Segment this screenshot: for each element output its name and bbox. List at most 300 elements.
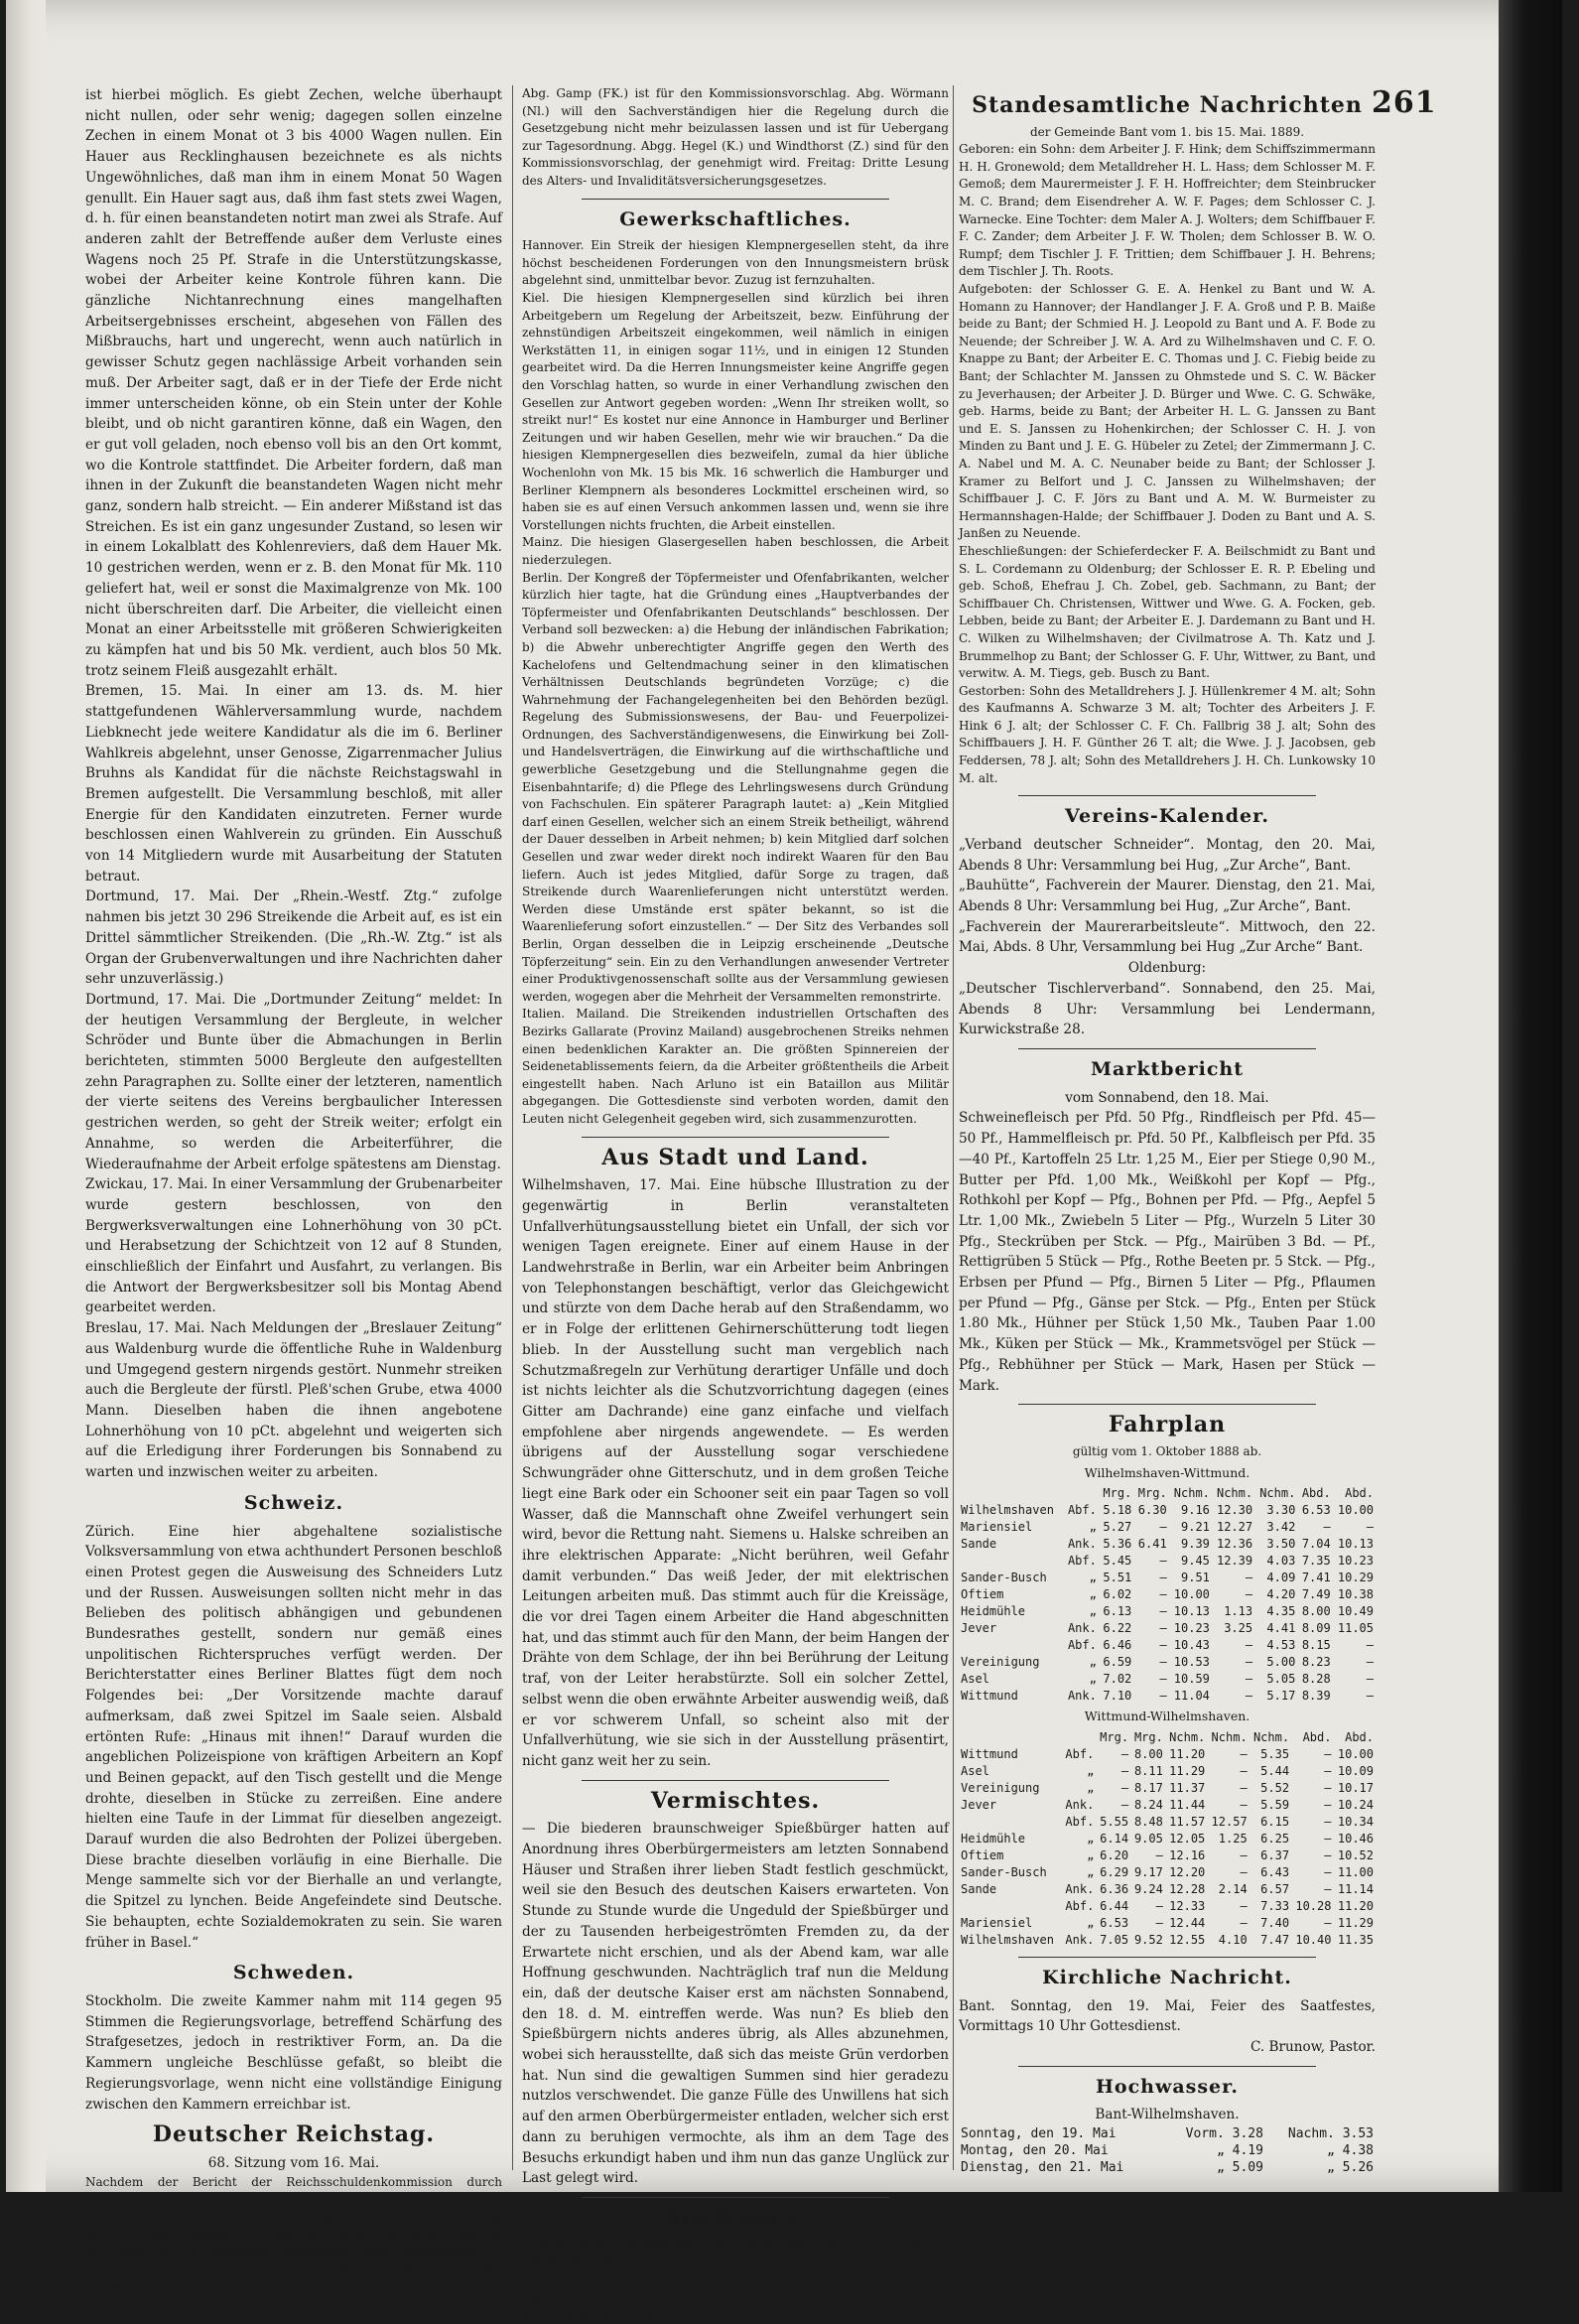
table-cell: „ 5.26 — [1327, 2160, 1374, 2176]
table-cell: Abd. — [1302, 1729, 1332, 1744]
table-cell: Dienstag, den 21. Mai — [961, 2160, 1124, 2176]
table-cell: „ — [1087, 1864, 1095, 1879]
table-cell: „ — [1089, 1604, 1097, 1619]
table-row — [959, 1915, 1376, 1932]
table-cell: 1.25 — [1218, 1831, 1248, 1846]
column-3 — [959, 85, 1376, 2176]
table-cell: 5.18 — [1103, 1503, 1132, 1518]
table-cell: 5.05 — [1266, 1672, 1296, 1687]
oldenburg-label: Oldenburg: — [1127, 960, 1207, 977]
divider — [1018, 1404, 1316, 1405]
table-cell: 9.17 — [1133, 1864, 1163, 1879]
table-cell: Abd. — [1345, 1729, 1374, 1744]
table-cell: Mrg. — [1100, 1729, 1129, 1744]
section-heading-standesamt: Standesamtliche Nachrichten — [972, 92, 1363, 118]
table-cell: 11.57 — [1169, 1814, 1206, 1829]
table-cell: 7.05 — [1100, 1932, 1129, 1947]
table-cell: 6.30 — [1137, 1503, 1167, 1518]
table-cell: 9.16 — [1181, 1503, 1210, 1518]
reichstag-session: 68. Sitzung vom 16. Mai. — [207, 2154, 380, 2171]
table-cell: — — [1366, 1655, 1374, 1670]
table-cell: Ank. — [1065, 1932, 1095, 1947]
table-cell: Vereinigung — [961, 1655, 1040, 1670]
table-cell: 11.37 — [1169, 1780, 1206, 1795]
table-cell: — — [1120, 1763, 1129, 1778]
table-cell: Ank. — [1065, 1881, 1095, 1896]
table-cell: 12.44 — [1169, 1915, 1206, 1930]
vereins-entry: „Bauhütte“, Fachverein der Maurer. Dienstag, den 21. Mai, Abends 8 Uhr: Versammlung bei Hug, „Zur Arche“, Bant. — [959, 878, 1376, 915]
table-cell: 6.44 — [1100, 1898, 1129, 1913]
table-cell: 12.33 — [1169, 1898, 1206, 1913]
table-row — [959, 1763, 1376, 1780]
table-cell: 10.23 — [1173, 1621, 1210, 1636]
table-cell: 7.33 — [1260, 1898, 1290, 1913]
table-cell: 5.45 — [1103, 1554, 1132, 1569]
table-cell: 6.02 — [1103, 1587, 1132, 1602]
table-cell: 11.44 — [1169, 1797, 1206, 1812]
table-cell: Nchm. — [1173, 1486, 1210, 1501]
table-cell: 5.00 — [1266, 1655, 1296, 1670]
oldenburg-entry: „Deutscher Tischlerverband“. Sonnabend, den 25. Mai, Abends 8 Uhr: Versammlung bei Lendermann, Kurwickstraße 28. — [959, 980, 1376, 1038]
vereins-entry: „Fachverein der Maurerarbeitsleute“. Mittwoch, den 22. Mai, Abds. 8 Uhr, Versammlung bei Hug „Zur Arche“ Bant. — [959, 918, 1376, 956]
reichstag-report: Nachdem der Bericht der Reichsschuldenkommission durch Ertheilung der Decharge erledigt ist, folgt die Berathung von Petitionen. Die Petition einer Hamburger Firma um Beschränkung der Kaffeeterminhandels in Hamburg wird als Petitionskommission der Regierung zur Erwägung überwiesen. Abg. Goldschmidt (F.) beantragt Uebergang zur Tagesordnung, da man den Kaffeeterminhandel in Deutschland nicht verbieten könne, so lange er im Ausland fortbestehe. — [85, 2174, 502, 2311]
table-cell: — — [1366, 1672, 1374, 1687]
divider — [582, 1137, 889, 1138]
table-cell: — — [1245, 1571, 1253, 1585]
table-cell: 7.35 — [1301, 1554, 1331, 1569]
table-cell: Sander-Busch — [961, 1864, 1047, 1879]
table-cell: 9.39 — [1181, 1537, 1210, 1552]
table-cell: „ — [1087, 1831, 1095, 1846]
table-cell: Wilhelmshaven — [961, 1932, 1054, 1947]
table-cell: — — [1324, 1763, 1332, 1778]
section-heading-kirchliche-nachricht: Kirchliche Nachricht. — [1042, 1966, 1292, 1988]
table-cell: 6.53 — [1100, 1915, 1129, 1930]
table-cell: „ 5.09 — [1216, 2160, 1263, 2176]
table-cell: 10.52 — [1337, 1847, 1374, 1862]
divider — [1018, 795, 1316, 796]
table-cell: 12.28 — [1169, 1881, 1206, 1896]
table-cell: Montag, den 20. Mai — [961, 2143, 1109, 2159]
table-cell: — — [1324, 1780, 1332, 1795]
column-2 — [522, 85, 949, 2324]
table-cell: 12.39 — [1216, 1554, 1253, 1569]
table-row — [959, 1553, 1376, 1570]
page-spine-shadow — [6, 0, 46, 2192]
table-cell: 7.04 — [1301, 1537, 1331, 1552]
timetable-route-title: Wilhelmshaven-Wittmund. — [1084, 1464, 1250, 1480]
table-row — [959, 1620, 1376, 1637]
table-row — [959, 1637, 1376, 1654]
marktbericht-prices: Schweinefleisch per Pfd. 50 Pfg., Rindfleisch per Pfd. 45—50 Pf., Hammelfleisch pr. Pfd. 50 Pf., Kalbfleisch per Pfd. 35—40 Pf., Kartoffeln 25 Ltr. 1,25 M., Eier per Stiege 0,90 M., Butter per Pfd. 1,00 Mk., Weißkohl per Kopf — Pfg., Rothkohl per Kopf — Pfg., Bohnen per Pfd. — Pfg., Aepfel 5 Ltr. 1,00 Mk., Zwiebeln 5 Liter — Pfg., Wurzeln 5 Liter 30 Pfg., Steckrüben per Stck. — Pfg., Mairüben 3 Bd. — Pf., Rettigrüben 5 Stück — Pfg., Rothe Beeten pr. 5 Stck. — Pfg., Erbsen per Pfund — Pfg., Birnen 5 Liter — Pfg., Pflaumen per Pfund — Pfg., Gänse per Stck. — Pfg., Enten per Stück 1.80 Mk., Hühner per Stück 1,50 Mk., Tauben Paar 1.00 Mk., Küken per Stück — Mk., Krammetsvögel per Stück — Pfg., Rebhühner per Stück — Mark, Hasen per Stück — Mark. — [959, 1110, 1376, 1394]
table-cell: — — [1155, 1847, 1163, 1862]
table-cell: 6.22 — [1103, 1621, 1132, 1636]
table-cell: 10.23 — [1337, 1554, 1374, 1569]
table-row — [959, 1780, 1376, 1797]
table-cell: — — [1159, 1655, 1167, 1670]
table-cell: 3.42 — [1266, 1520, 1296, 1535]
table-row — [959, 1831, 1376, 1847]
kirchliche-nachricht-text: Bant. Sonntag, den 19. Mai, Feier des Saatfestes, Vormittags 10 Uhr Gottesdienst. — [959, 1997, 1376, 2035]
table-cell: Heidmühle — [961, 1831, 1026, 1846]
table-cell: — — [1323, 1520, 1331, 1535]
table-cell: „ 4.19 — [1216, 2143, 1263, 2159]
table-cell: 5.55 — [1100, 1814, 1129, 1829]
table-cell: 10.13 — [1337, 1537, 1374, 1552]
table-cell: — — [1245, 1638, 1253, 1653]
table-row — [959, 1746, 1376, 1763]
table-row — [959, 1881, 1376, 1898]
column-1 — [85, 85, 502, 2313]
table-cell: — — [1159, 1672, 1167, 1687]
table-cell: Ank. — [1067, 1689, 1097, 1704]
table-cell: — — [1245, 1672, 1253, 1687]
timetable-wilhelmshaven-wittmund — [959, 1485, 1376, 1705]
table-cell: 12.30 — [1216, 1503, 1253, 1518]
table-cell: 10.46 — [1337, 1831, 1374, 1846]
table-row — [959, 1536, 1376, 1553]
table-cell: 6.57 — [1260, 1881, 1290, 1896]
table-cell: 1.13 — [1224, 1604, 1253, 1619]
table-cell: 6.41 — [1137, 1537, 1167, 1552]
table-cell: Abf. — [1067, 1503, 1097, 1518]
table-cell: 9.21 — [1181, 1520, 1210, 1535]
table-cell: — — [1324, 1797, 1332, 1812]
table-cell: 10.43 — [1173, 1638, 1210, 1653]
marktbericht-date: vom Sonnabend, den 18. Mai. — [1065, 1089, 1269, 1106]
table-cell: Nchm. — [1216, 1486, 1253, 1501]
table-cell: — — [1159, 1587, 1167, 1602]
table-cell: — — [1159, 1621, 1167, 1636]
wilhelmshaven-report: Wilhelmshaven, 17. Mai. Eine hübsche Illustration zu der gegenwärtig in Berlin veranstalteten Unfallverhütungsausstellung bietet ein Unfall, der sich vor wenigen Tagen ereignete. Einer auf einem Hause in der Landwehrstraße in Berlin, war ein Arbeiter beim Anbringen von Telephonstangen beschäftigt, verlor das Gleichgewicht und stürzte von dem Dache herab auf den Straßendamm, wo er in Folge der erlittenen Gehirnerschütterung todt liegen blieb. In der Ausstellung sucht man vergeblich nach Schutzmaßregeln zur Verhütung derartiger Unfälle und doch ist nichts leichter als die Schutzvorrichtung dagegen (eines Gitter am Dachrande) eine ganz einfache und vielfach empfohlene aber nirgends angewendete. — Es werden übrigens auf der Ausstellung sogar verschiedene Schwungräder ohne Gitterschutz, und in dem großen Teiche liegt eine Bark oder ein Schooner seit ein paar Tagen so voll Wasser, daß die Mannschaft ohne Zweifel verhungert sein wird, bevor die Rettung naht. Siemens u. Halske schreiben an ihre elektrischen Apparate: „Nicht berühren, weil Gefahr damit verbunden.“ Das weiß Jeder, der mit elektrischen Leitungen arbeiten muß. Das stimmt auch für die Kreissäge, die vor drei Tagen einem Arbeiter die Hand abgeschnitten hat, und das stimmt auch für den Mann, der beim Hangen der Drähte von dem Schlage, der ihn bei Berührung der Leitung traf, von der Leiter herabstürzte. Soll ein solcher Zettel, selbst wenn die oben erwähnte Arbeiter auswendig weiß, daß er vor schwerem Unfall, so scheint also mit der Unfallverhütung, wie sie sich in der Ausstellung präsentirt, nicht ganz weit her zu sein. — [522, 1177, 949, 1769]
section-heading-schweiz: Schweiz. — [243, 1491, 344, 1514]
berlin-report: Berlin. Der Kongreß der Töpfermeister und Ofenfabrikanten, welcher kürzlich hier tagte, hat die Gründung eines „Hauptverbandes der Töpfermeister und Ofenfabrikanten Deutschlands“ beschlossen. Der Verband soll bezwecken: a) die Hebung der inländischen Fabrikation; b) die Abwehr unberechtigter Angriffe gegen den Werth des Kachelofens und Geltendmachung seiner in den klimatischen Verhältnissen Deutschlands begründeten Vorzüge; c) die Wahrnehmung der Fachangelegenheiten bei den Behörden bezügl. Regelung des Submissionswesens, der Bau- und Feuerpolizei-Ordnungen, des Sachverständigenwesens, die Einwirkung bei Zoll- und Handelsverträgen, die Einwirkung auf die wirthschaftliche und gewerbliche Gesetzgebung und die Stellungnahme gegen die Eisenbahntarife; d) die Pflege des Lehrlingswesens durch Gründung von Fachschulen. Ein späterer Paragraph lautet: a) „Kein Mitglied darf einen Gesellen, welcher sich an einem Streik betheiligt, während der Dauer desselben in Arbeit nehmen; b) kein Mitglied darf solchen Gesellen und zwar weder direkt noch indirekt Waaren für den Bau liefern. Auch ist jedes Mitglied, dafür Sorge zu tragen, daß Streikende durch Waarenlieferungen nicht unterstützt werden. Werden diese Umstände erst später bekannt, so ist die Waarenlieferung sofort einzustellen.“ — Der Sitz des Verbandes soll Berlin, Organ desselben die in Leipzig erscheinende „Deutsche Töpferzeitung“ sein. Ein zu den Verhandlungen anwesender Vertreter einer Produktivgenossenschaft sollte aus der Versammlung gewiesen werden, wogegen aber die Mehrheit der Versammelten remonstrirte. — [522, 570, 949, 1004]
table-cell: 10.49 — [1337, 1604, 1374, 1619]
table-row — [959, 1671, 1376, 1688]
table-cell: 12.36 — [1216, 1537, 1253, 1552]
table-cell: — — [1366, 1689, 1374, 1704]
table-cell: 10.00 — [1337, 1503, 1374, 1518]
table-cell: „ — [1089, 1587, 1097, 1602]
table-cell: 8.28 — [1301, 1672, 1331, 1687]
divider — [582, 1780, 889, 1781]
table-cell: — — [1240, 1780, 1248, 1795]
table-cell: Mrg. — [1103, 1486, 1132, 1501]
table-cell: — — [1324, 1915, 1332, 1930]
table-cell: Nchm. — [1169, 1729, 1206, 1744]
table-cell: 2.14 — [1218, 1881, 1248, 1896]
table-cell: „ — [1089, 1520, 1097, 1535]
table-cell: Abd. — [1301, 1486, 1331, 1501]
table-cell: — — [1159, 1604, 1167, 1619]
book-binding — [1499, 0, 1562, 2192]
table-row — [959, 1932, 1376, 1949]
table-cell — [959, 1485, 1063, 1502]
table-cell: 6.43 — [1260, 1864, 1290, 1879]
section-heading-reichstag: Deutscher Reichstag. — [152, 2121, 436, 2148]
table-cell: Nchm. — [1252, 1729, 1290, 1744]
table-cell: Heidmühle — [961, 1604, 1026, 1619]
table-cell: 6.20 — [1100, 1847, 1129, 1862]
table-cell: Abf. — [1065, 1814, 1095, 1829]
bremen-report: Bremen, 15. Mai. In einer am 13. ds. M. hier stattgefundenen Wählerversammlung wurde, nachdem Liebknecht jede weitere Kandidatur als die im 6. Berliner Wahlkreis abgelehnt, unser Genosse, Zigarrenmacher Julius Bruhns als Kandidat für die nächste Reichstagswahl in Bremen aufgestellt. Die Versammlung beschloß, mit aller Energie für den Kandidaten einzutreten. Ferner wurde beschlossen einen Wahlverein zu gründen. Ein Ausschuß von 14 Mitgliedern wurde mit Ausarbeitung der Statuten betraut. — [85, 683, 502, 885]
section-heading-gewerkschaftliches: Gewerkschaftliches. — [619, 207, 852, 230]
table-row — [959, 1603, 1376, 1620]
table-cell: — — [1245, 1689, 1253, 1704]
table-cell: Jever — [961, 1797, 997, 1812]
section-heading-fahrplan: Fahrplan — [1108, 1412, 1227, 1438]
table-cell: Vorm. 3.28 — [1185, 2126, 1263, 2142]
table-cell: 8.48 — [1133, 1814, 1163, 1829]
table-cell: — — [1159, 1638, 1167, 1653]
italien-report: Italien. Mailand. Die Streikenden industriellen Ortschaften des Bezirks Gallarate (Provinz Mailand) ausgebrochenen Streiks nehmen einen bedenklichen Karakter an. Die größten Spinnereien der Seidenetablissements feiern, da die Arbeiter größtentheils die Arbeit eingestellt haben. Nach Arluno ist ein Bataillon aus Militär abgegangen. Die Gottesdienste sind verboten worden, damit den Leuten nicht Gelegenheit gegeben wird, sich zusammenzurotten. — [522, 1007, 949, 1126]
breslau-report: Breslau, 17. Mai. Nach Meldungen der „Breslauer Zeitung“ aus Waldenburg wurde die öffentliche Ruhe in Waldenburg und Umgegend gestern nirgends gestört. Nunmehr streiken auch die Bergleute der fürstl. Pleß'schen Grube, etwa 4000 Mann. Dieselben haben die ihnen angebotene Lohnerhöhung von 10 pCt. abgelehnt und weigerten sich auf die Erledigung ihrer Forderungen bis Sonnabend zu warten und inzwischen weiter zu arbeiten. — [85, 1320, 502, 1481]
table-cell: Abf. — [1067, 1554, 1097, 1569]
table-cell: — — [1324, 1864, 1332, 1879]
table-cell: 10.24 — [1337, 1797, 1374, 1812]
timetable-wittmund-wilhelmshaven — [959, 1729, 1376, 1949]
table-cell: 12.05 — [1169, 1831, 1206, 1846]
table-cell: 4.35 — [1266, 1604, 1296, 1619]
table-cell: Ank. — [1067, 1621, 1097, 1636]
table-cell: 10.34 — [1337, 1814, 1374, 1829]
table-cell: Wilhelmshaven — [961, 1503, 1054, 1518]
table-row — [959, 1519, 1376, 1536]
table-cell — [959, 1814, 1062, 1831]
table-cell: Abf. — [1065, 1746, 1095, 1761]
table-cell: 10.53 — [1173, 1655, 1210, 1670]
table-cell: 12.20 — [1169, 1864, 1206, 1879]
table-header-row — [959, 1485, 1376, 1502]
table-cell: „ — [1087, 1780, 1095, 1795]
table-cell: Vereinigung — [961, 1780, 1040, 1795]
table-cell: 6.37 — [1260, 1847, 1290, 1862]
mainz-report: Mainz. Die hiesigen Glasergesellen haben beschlossen, die Arbeit niederzulegen. — [522, 535, 949, 567]
table-cell: 8.00 — [1133, 1746, 1163, 1761]
table-cell: 9.24 — [1133, 1881, 1163, 1896]
section-heading-marktbericht: Marktbericht — [1090, 1058, 1245, 1080]
table-cell: 10.29 — [1337, 1571, 1374, 1585]
section-heading-vermischtes: Vermischtes. — [650, 1787, 821, 1814]
table-cell — [959, 1637, 1063, 1654]
standesamt-period: der Gemeinde Bant vom 1. bis 15. Mai. 1889. — [1029, 124, 1305, 139]
table-cell: — — [1240, 1797, 1248, 1812]
table-cell: 6.15 — [1260, 1814, 1290, 1829]
table-cell: 11.20 — [1337, 1898, 1374, 1913]
table-cell: „ — [1087, 1915, 1095, 1930]
table-cell: — — [1120, 1746, 1129, 1761]
table-cell: 11.14 — [1337, 1881, 1374, 1896]
table-cell: 5.27 — [1103, 1520, 1132, 1535]
table-cell: 8.09 — [1301, 1621, 1331, 1636]
table-cell: 3.30 — [1266, 1503, 1296, 1518]
table-cell: 11.04 — [1173, 1689, 1210, 1704]
column-rule — [953, 85, 954, 2170]
gestorben-list: Gestorben: Sohn des Metalldrehers J. J. Hüllenkremer 4 M. alt; Sohn des Kaufmanns A. Schwarze 3 M. alt; Tochter des Arbeiters J. F. Hink 6 J. alt; der Schlosser C. F. Ch. Fallbrig 38 J. alt; Sohn des Schiffbauers J. H. F. Günther 26 T. alt; die Wwe. J. J. Jacobsen, geb Feddersen, 78 J. alt; Sohn des Metalldrehers J. H. Ch. Lunkowsky 10 M. alt. — [959, 683, 1376, 785]
table-row — [959, 1864, 1376, 1881]
table-cell: Sande — [961, 1537, 997, 1552]
table-cell: 10.09 — [1337, 1763, 1374, 1778]
table-cell: 6.14 — [1100, 1831, 1129, 1846]
table-cell: 4.20 — [1266, 1587, 1296, 1602]
table-row — [959, 2125, 1376, 2142]
dortmund-report-1: Dortmund, 17. Mai. Der „Rhein.-Westf. Ztg.“ zufolge nahmen bis jetzt 30 296 Streikende die Arbeit auf, es ist ein Drittel sämmtlicher Streikenden. (Die „Rh.-W. Ztg.“ ist als Organ der Grubenverwaltungen und ihre Nachrichten daher sehr unzuverlässig.) — [85, 889, 502, 988]
table-cell: 8.39 — [1301, 1689, 1331, 1704]
table-cell: — — [1120, 1797, 1129, 1812]
table-row — [959, 1847, 1376, 1864]
divider — [582, 2197, 889, 2198]
table-cell: — — [1245, 1655, 1253, 1670]
table-cell: — — [1324, 1881, 1332, 1896]
table-cell: 7.41 — [1301, 1571, 1331, 1585]
divider — [1018, 1048, 1316, 1049]
divider — [1018, 1957, 1316, 1958]
table-cell: „ 4.38 — [1327, 2143, 1374, 2159]
table-cell: — — [1159, 1571, 1167, 1585]
table-cell: 3.50 — [1266, 1537, 1296, 1552]
table-cell: — — [1120, 1780, 1129, 1795]
divider — [1018, 2066, 1316, 2067]
table-cell: 10.40 — [1295, 1932, 1332, 1947]
table-cell: — — [1240, 1763, 1248, 1778]
table-cell: 5.59 — [1260, 1797, 1290, 1812]
table-cell — [959, 1898, 1062, 1915]
table-cell: Abd. — [1345, 1486, 1374, 1501]
table-cell: — — [1240, 1915, 1248, 1930]
table-cell: Sander-Busch — [961, 1571, 1047, 1585]
table-row — [959, 1814, 1376, 1831]
table-cell: 4.09 — [1266, 1571, 1296, 1585]
table-cell: 7.40 — [1260, 1915, 1290, 1930]
table-row — [959, 1654, 1376, 1671]
table-cell: 11.35 — [1337, 1932, 1374, 1947]
eheschliessungen-list: Eheschließungen: der Schieferdecker F. A. Beilschmidt zu Bant und S. L. Cordemann zu Oldenburg; der Schlosser E. R. P. Ebeling und geb. Schoß, Ehefrau J. Ch. Zobel, geb. Sachmann, zu Bant; der Schiffbauer Ch. Christensen, Wittwer und Wwe. G. A. Focken, geb. Lebben, beide zu Bant; der Arbeiter E. J. Dardemann zu Bant und H. C. Wilken zu Wilhelmshaven; der Civilmatrose A. Th. Katz und J. Brummelhop zu Bant; der Schlosser G. F. Uhr, Wittwer, zu Bant, und verwitw. A. M. Tiegs, geb. Busch zu Bant. — [959, 543, 1376, 681]
hochwasser-table — [959, 2125, 1376, 2176]
table-cell: 11.20 — [1169, 1746, 1206, 1761]
table-cell: Wittmund — [961, 1746, 1018, 1761]
table-cell: „ — [1089, 1571, 1097, 1585]
briefkasten-text: F. Bant. In dem Punkte haben Sie Recht, daß man an Herumwerfen mit Kraftworten jemandem den Schwächling erkennt. Im Uebrigen sind Sie aber im Unrecht. Wir hatten vorausgesetzt, daß Verstand bei Ihnen so wäre, daß man Sie nicht in die mißliche Lage kommen, den Verstand zu verlieren. — [522, 2237, 949, 2322]
table-cell: 6.25 — [1260, 1831, 1290, 1846]
table-cell: Oftiem — [961, 1587, 1004, 1602]
table-cell: 6.29 — [1100, 1864, 1129, 1879]
table-cell: Mrg. — [1137, 1486, 1167, 1501]
table-cell: — — [1366, 1520, 1374, 1535]
table-row — [959, 2142, 1376, 2159]
vereins-entry: „Verband deutscher Schneider“. Montag, den 20. Mai, Abends 8 Uhr: Versammlung bei Hug, „Zur Arche“, Bant. — [959, 836, 1376, 874]
table-cell: — — [1324, 1814, 1332, 1829]
table-row — [959, 1502, 1376, 1519]
table-cell: 8.11 — [1133, 1763, 1163, 1778]
table-cell: 4.53 — [1266, 1638, 1296, 1653]
table-cell: 10.28 — [1295, 1898, 1332, 1913]
table-cell: Mariensiel — [961, 1520, 1033, 1535]
aufgeboten-list: Aufgeboten: der Schlosser G. E. A. Henkel zu Bant und W. A. Homann zu Hannover; der Handlanger J. F. A. Groß und P. B. Maiße beide zu Bant; der Schmied H. J. Leopold zu Bant und A. F. Bode zu Neuende; der Schreiber J. W. A. Ard zu Wilhelmshaven und C. F. O. Knappe zu Bant; der Arbeiter E. C. Thomas und J. C. Fiebig beide zu Bant; der Schlachter M. Janssen zu Ohmstede und S. C. W. Bäcker zu Jeverhausen; der Arbeiter J. D. Bürger und Wwe. C. G. Schwäke, geb. Harms, beide zu Bant; der Arbeiter H. L. G. Janssen zu Bant und E. S. Janssen zu Hohenkirchen; der Schlosser C. H. J. von Minden zu Bant und J. E. G. Hübeler zu Zetel; der Zimmermann J. C. A. Nabel und M. A. C. Neunaber beide zu Bant; der Schlosser J. Kramer zu Belfort und J. C. Janssen zu Wilhelmshaven; der Schiffbauer J. C. F. Jörs zu Bant und A. M. W. Burmeister zu Hermannshagen-Halde; der Schiffbauer J. Doden zu Bant und A. S. Janßen zu Neuende. — [959, 282, 1376, 541]
table-cell — [1063, 1485, 1098, 1502]
table-cell: — — [1366, 1638, 1374, 1653]
table-cell: 7.49 — [1301, 1587, 1331, 1602]
kiel-report: Kiel. Die hiesigen Klempnergesellen sind kürzlich bei ihren Arbeitgebern um Regelung der Arbeitszeit, bezw. Einführung der zehnstündigen Arbeitszeit eingekommen, weil nämlich in einigen Werkstätten 11, in einigen sogar 11½, und in einigen 12 Stunden gearbeitet wird. Da die Herren Innungsmeister keine Angriffe gegen den Vorschlag hatten, so wurde in einer Verhandlung zwischen den Gesellen zur Antwort gegeben worden: „Wenn Ihr streiken wollt, so streikt nur!“ Es kostet nur eine Annonce in Hamburger und Berliner Zeitungen und wir haben Gesellen, mehr wie wir brauchen.“ Da die hiesigen Klempnergesellen dies bezweifeln, zumal da hier übliche Wochenlohn von Mk. 15 bis Mk. 16 schwerlich die Hamburger und Berliner Klempnern als besonderes Lockmittel erscheinen wird, so haben sie es auf einen Versuch ankommen lassen und, wenn sie ihre Vorstellungen nichts fruchten, die Arbeit einstellen. — [522, 291, 949, 532]
table-row — [959, 1586, 1376, 1603]
hannover-report: Hannover. Ein Streik der hiesigen Klempnergesellen steht, da ihre höchst bescheidenen Forderungen von den Innungsmeistern brüsk abgelehnt sind, unmittelbar bevor. Zuzug ist fernzuhalten. — [522, 238, 949, 288]
table-cell: Ank. — [1065, 1797, 1095, 1812]
table-cell: 12.57 — [1211, 1814, 1248, 1829]
table-cell: 8.24 — [1133, 1797, 1163, 1812]
table-cell: Asel — [961, 1763, 989, 1778]
table-cell: — — [1245, 1587, 1253, 1602]
timetable-route-title: Wittmund-Wilhelmshaven. — [1084, 1709, 1250, 1724]
table-cell: 8.15 — [1301, 1638, 1331, 1653]
table-cell: — — [1159, 1554, 1167, 1569]
table-cell: 10.00 — [1337, 1746, 1374, 1761]
section-heading-schweden: Schweden. — [232, 1962, 355, 1984]
dortmund-report-2: Dortmund, 17. Mai. Die „Dortmunder Zeitung“ meldet: In der heutigen Versammlung der Bergleute, in welcher Schröder und Bunte über die Abmachungen in Berlin berichteten, stimmten 5000 Bergleute den aufgestellten zehn Paragraphen zu. Sollte einer der letzteren, namentlich der vierte seitens des Vereins bergbaulicher Interessen gestrichen werden, so geht der Streik weiter; erfolgt ein Annahme, so werden die Arbeiterführer, die Wiederaufnahme der Arbeit erfolge spätestens am Dienstag. — [85, 991, 502, 1172]
fahrplan-validity: gültig vom 1. Oktober 1888 ab. — [1072, 1443, 1262, 1458]
table-cell: 9.05 — [1133, 1831, 1163, 1846]
table-cell: Abf. — [1065, 1898, 1095, 1913]
table-cell: 6.13 — [1103, 1604, 1132, 1619]
zwickau-report: Zwickau, 17. Mai. In einer Versammlung der Grubenarbeiter wurde gestern beschlossen, von den Bergwerksverwaltungen eine Lohnerhöhung von 30 pCt. und Herabsetzung der Schichtzeit von 12 auf 8 Stunden, einschließlich der Einfahrt und Ausfahrt, zu verlangen. Bis die Antwort der Bergwerksbesitzer soll bis Montag Abend gearbeitet werden. — [85, 1176, 502, 1316]
table-cell: — — [1155, 1915, 1163, 1930]
table-cell — [1062, 1729, 1097, 1746]
vermischtes-report: — Die biederen braunschweiger Spießbürger hatten auf Anordnung ihres Oberbürgermeisters am letzten Sonnabend Häuser und Straßen ihrer lieben Stadt festlich geschmückt, weil sie den Besuch des deutschen Kaisers erwarteten. Von Stunde zu Stunde wurde die Ungeduld der Spießbürger und der zu Tausenden herbeigeströmten Fremden zu, da der Erwartete nicht erschien, und als der Abend kam, war alle Hoffnung geschwunden. Nachträglich traf nun die Meldung ein, daß der deutsche Kaiser erst am nächsten Sonnabend, den 18. d. M. eintreffen werde. Was nun? Es blieb den Spießbürgern nichts anderes übrig, als Alles abzunehmen, wobei sich herausstellte, daß sich das meiste Grün verdorben hat. Nun sind die gewaltigen Summen sind hier geradezu nutzlos verschwendet. Die ganze Fülle des Unwillens hat sich auf den armen Oberbürgermeister entladen, welcher sich erst dann zu beruhigen vermochte, als ihm an dem Tage des Besuchs erkundigt haben und ihm nun das ganze Unglück zur Last gelegt wird. — [522, 1821, 949, 2187]
table-cell: 7.47 — [1260, 1932, 1290, 1947]
table-cell: Wittmund — [961, 1689, 1018, 1704]
table-cell: 6.53 — [1301, 1503, 1331, 1518]
geboren-list: Geboren: ein Sohn: dem Arbeiter J. F. Hink; dem Schiffszimmermann H. H. Gronewold; dem Metalldreher H. L. Hass; dem Schlosser M. F. Gemoß; dem Maurermeister J. F. H. Hoffreichter; dem Steinbrucker M. C. Brand; dem Eisendreher A. W. F. Pages; dem Schlosser C. J. Warnecke. Eine Tochter: dem Maler A. J. Wolters; dem Schiffbauer F. F. C. Zander; dem Arbeiter J. F. W. Tholen; dem Schlosser B. W. O. Rumpf; dem Tischler J. F. Trittien; dem Schiffbauer J. H. Behrens; dem Tischler J. Th. Roots. — [959, 142, 1376, 279]
table-cell: Oftiem — [961, 1847, 1004, 1862]
table-cell: Mariensiel — [961, 1915, 1033, 1930]
table-cell: Sande — [961, 1881, 997, 1896]
table-cell: 10.17 — [1337, 1780, 1374, 1795]
table-cell: 5.52 — [1260, 1780, 1290, 1795]
table-cell: 10.59 — [1173, 1672, 1210, 1687]
table-cell: „ — [1087, 1847, 1095, 1862]
table-cell: 5.17 — [1266, 1689, 1296, 1704]
table-cell: — — [1240, 1898, 1248, 1913]
table-row — [959, 1898, 1376, 1915]
table-cell: 5.36 — [1103, 1537, 1132, 1552]
table-row — [959, 1688, 1376, 1705]
table-cell: 11.29 — [1337, 1915, 1374, 1930]
table-cell: Nchm. — [1259, 1486, 1296, 1501]
section-heading-stadt-und-land: Aus Stadt und Land. — [601, 1144, 869, 1170]
table-cell — [959, 1729, 1062, 1746]
pastor-signature: C. Brunow, Pastor. — [1250, 2039, 1376, 2056]
divider — [582, 199, 889, 200]
table-cell: 4.41 — [1266, 1621, 1296, 1636]
table-header-row — [959, 1729, 1376, 1746]
table-cell: 6.46 — [1103, 1638, 1132, 1653]
reichstag-continuation: Abg. Gamp (FK.) ist für den Kommissionsvorschlag. Abg. Wörmann (Nl.) will den Sachverständigen hier die Regelung durch die Gesetzgebung nicht mehr beizulassen lassen und ist für Uebergang zur Tagesordnung. Abgg. Hegel (K.) und Windthorst (Z.) sind für den Kommissionsvorschlag, der genehmigt wird. Freitag: Dritte Lesung des Alters- und Invaliditätsversicherungsgesetzes. — [522, 86, 949, 188]
table-cell: 10.13 — [1173, 1604, 1210, 1619]
section-heading-hochwasser: Hochwasser. — [1095, 2075, 1240, 2098]
table-cell: „ — [1089, 1655, 1097, 1670]
section-heading-vereins-kalender: Vereins-Kalender. — [1065, 805, 1269, 828]
mining-article: ist hierbei möglich. Es giebt Zechen, welche überhaupt nicht nullen, oder sehr wenig; dagegen sollen einzelne Zechen in einem Monat ot 3 bis 4000 Wagen nullen. Ein Hauer aus Recklinghausen bezeichnete es als nichts Ungewöhnliches, daß man ihm in einem Monat 50 Wagen genullt. Ein Hauer sagt aus, daß ihm fast stets zwei Wagen, d. h. für einen beanstandeten notirt man zwei als Strafe. Auf anderen zahlt der Betreffende außer dem Verluste eines Wagens noch 25 Pf. Strafe in die Unterstützungskasse, wobei der Arbeiter keine Kontrole führen kann. Die gänzliche Nichtanrechnung eines mangelhaften Arbeitsergebnisses erscheint, abgesehen von Fällen des Mißbrauchs, hart und ungerecht, wenn auch natürlich in gewisser Schutz gegen nachlässige Arbeit vorhanden sein muß. Der Arbeiter sagt, daß er in der Tiefe der Erde nicht immer unterscheiden könne, ob ein Stein unter der Kohle bleibt, und ob nicht garantiren könne, daß ein Wagen, den er gut voll geladen, noch ebenso voll bis an den Ort kommt, wo die Kontrole stattfindet. Die Arbeiter fordern, daß man ihnen in der Zukunft die beanstandeten Wagen nicht mehr ganz, sondern halb streicht. — Ein anderer Mißstand ist das Streichen. Es ist ein ganz ungesunder Zustand, so lesen wir in einem Lokalblatt des Kohlenreviers, daß dem Hauer Mk. 10 gestrichen werden, wenn er z. B. den Monat für Mk. 110 geliefert hat, weil er sonst die Maximalgrenze von Mk. 100 nicht überschreiten darf. Die Arbeiter, die vielleicht einen Monat an einer Arbeitsstelle mit größeren Schwierigkeiten zu kämpfen hat und bis 50 Mk. verdient, auch blos 50 Mk. trotz seinem Fleiß ausgezahlt erhält. — [85, 87, 502, 679]
table-cell: — — [1324, 1746, 1332, 1761]
table-cell — [959, 1553, 1063, 1570]
table-cell: 6.59 — [1103, 1655, 1132, 1670]
table-cell: — — [1240, 1847, 1248, 1862]
table-cell: Sonntag, den 19. Mai — [961, 2126, 1117, 2142]
table-cell: 3.25 — [1224, 1621, 1253, 1636]
table-cell: 12.16 — [1169, 1847, 1206, 1862]
table-cell: — — [1324, 1831, 1332, 1846]
table-cell: Abf. — [1067, 1638, 1097, 1653]
table-cell: 9.52 — [1133, 1932, 1163, 1947]
table-cell: 11.05 — [1337, 1621, 1374, 1636]
